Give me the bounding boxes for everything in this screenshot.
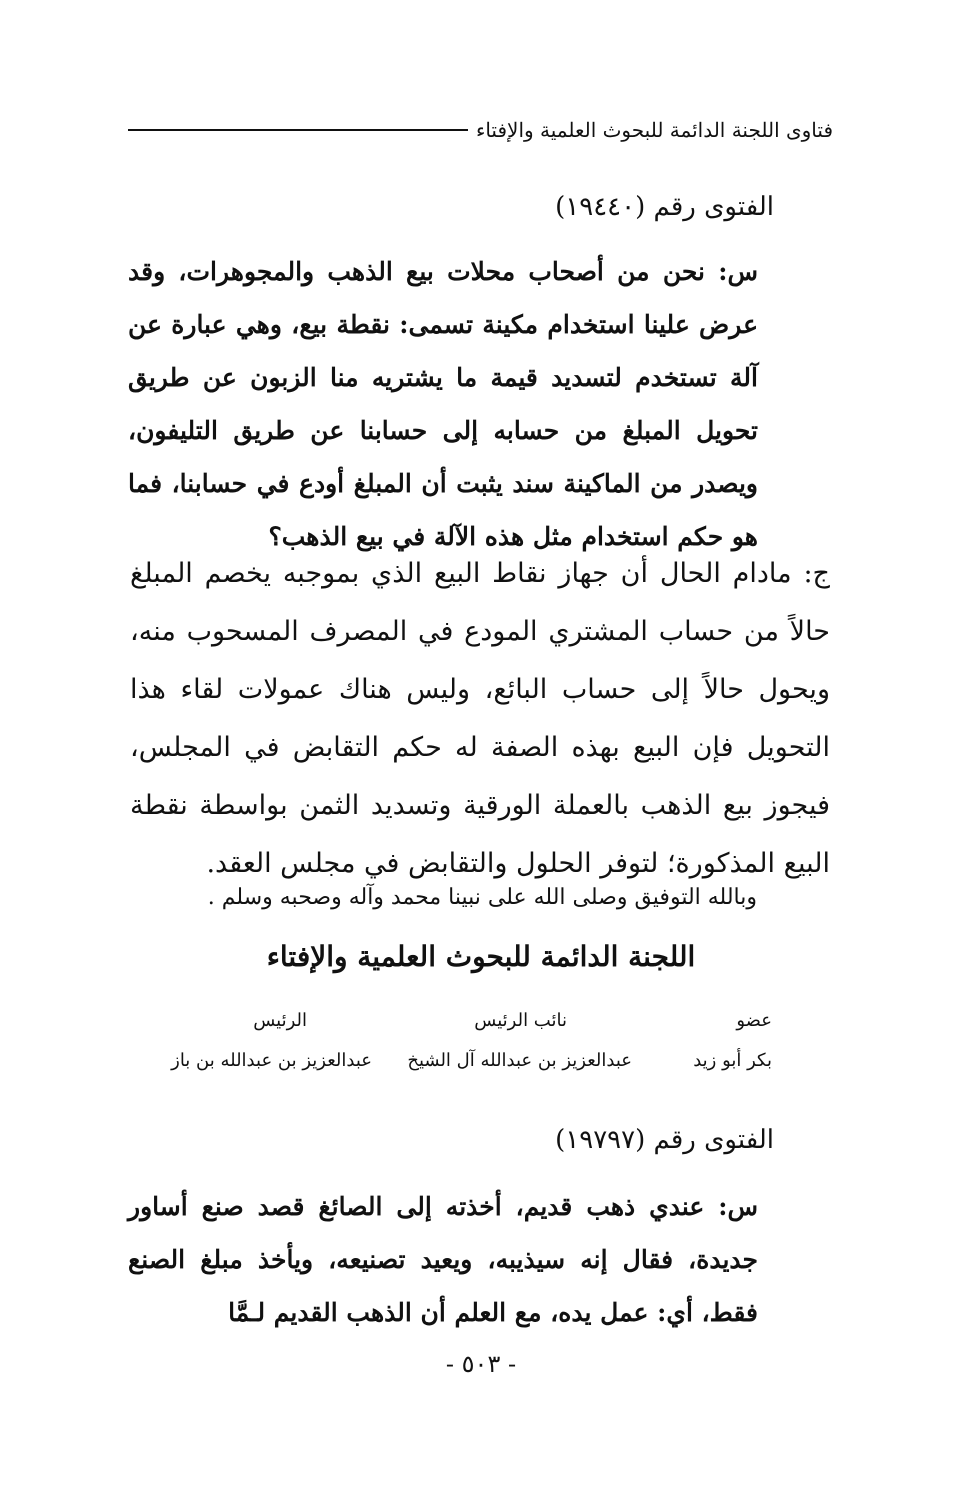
fatwa-1-closing: وبالله التوفيق وصلى الله على نبينا محمد وآله وصحبه وسلم . [207,885,757,910]
signatory-role-vice-president: نائب الرئيس [474,1010,567,1031]
committee-title: اللجنة الدائمة للبحوث العلمية والإفتاء [266,940,696,973]
running-header [128,118,833,142]
page-number: - ٥٠٣ - [445,1350,517,1378]
fatwa-1-heading: الفتوى رقم (١٩٤٤٠) [555,192,774,222]
signatory-role-member: عضو [736,1010,772,1031]
signatory-name-member: بكر أبو زيد [693,1050,772,1071]
header-rule [128,129,468,131]
fatwa-1-answer: ج: مادام الحال أن جهاز نقاط البيع الذي بموجبه يخصم المبلغ حالاً من حساب المشتري المودع في المصرف المسحوب منه، ويحول حالاً إلى حساب البائع، وليس هناك عمولات لقاء هذا التحويل فإن البيع بهذه الصفة له حكم التقابض في المجلس، فيجوز بيع الذهب بالعملة الورقية وتسديد الثمن بواسطة نقطة البيع المذكورة؛ لتوفر الحلول والتقابض في مجلس العقد. [130,558,830,879]
fatwa-2-heading: الفتوى رقم (١٩٧٩٧) [555,1125,774,1155]
signatory-name-vice-president: عبدالعزيز بن عبدالله آل الشيخ [407,1050,632,1071]
fatwa-1-question: س: نحن من أصحاب محلات بيع الذهب والمجوهرات، وقد عرض علينا استخدام مكينة تسمى: نقطة بيع، وهي عبارة عن آلة تستخدم لتسديد قيمة ما يشتريه منا الزبون عن طريق تحويل المبلغ من حسابه إلى حسابنا عن طريق التليفون، ويصدر من الماكينة سند يثبت أن المبلغ أودع في حسابنا، فما هو حكم استخدام مثل هذه الآلة في بيع الذهب؟ [128,257,758,551]
signatory-name-president: عبدالعزيز بن عبدالله بن باز [171,1050,372,1071]
signatory-role-president: الرئيس [253,1010,307,1031]
fatwa-2-question: س: عندي ذهب قديم، أخذته إلى الصائغ قصد صنع أساور جديدة، فقال إنه سيذيبه، ويعيد تصنيعه، ويأخذ مبلغ الصنع فقط، أي: عمل يده، مع العلم أن الذهب القديم لـمَّا [128,1192,758,1327]
header-title: فتاوى اللجنة الدائمة للبحوث العلمية والإفتاء [475,118,833,142]
